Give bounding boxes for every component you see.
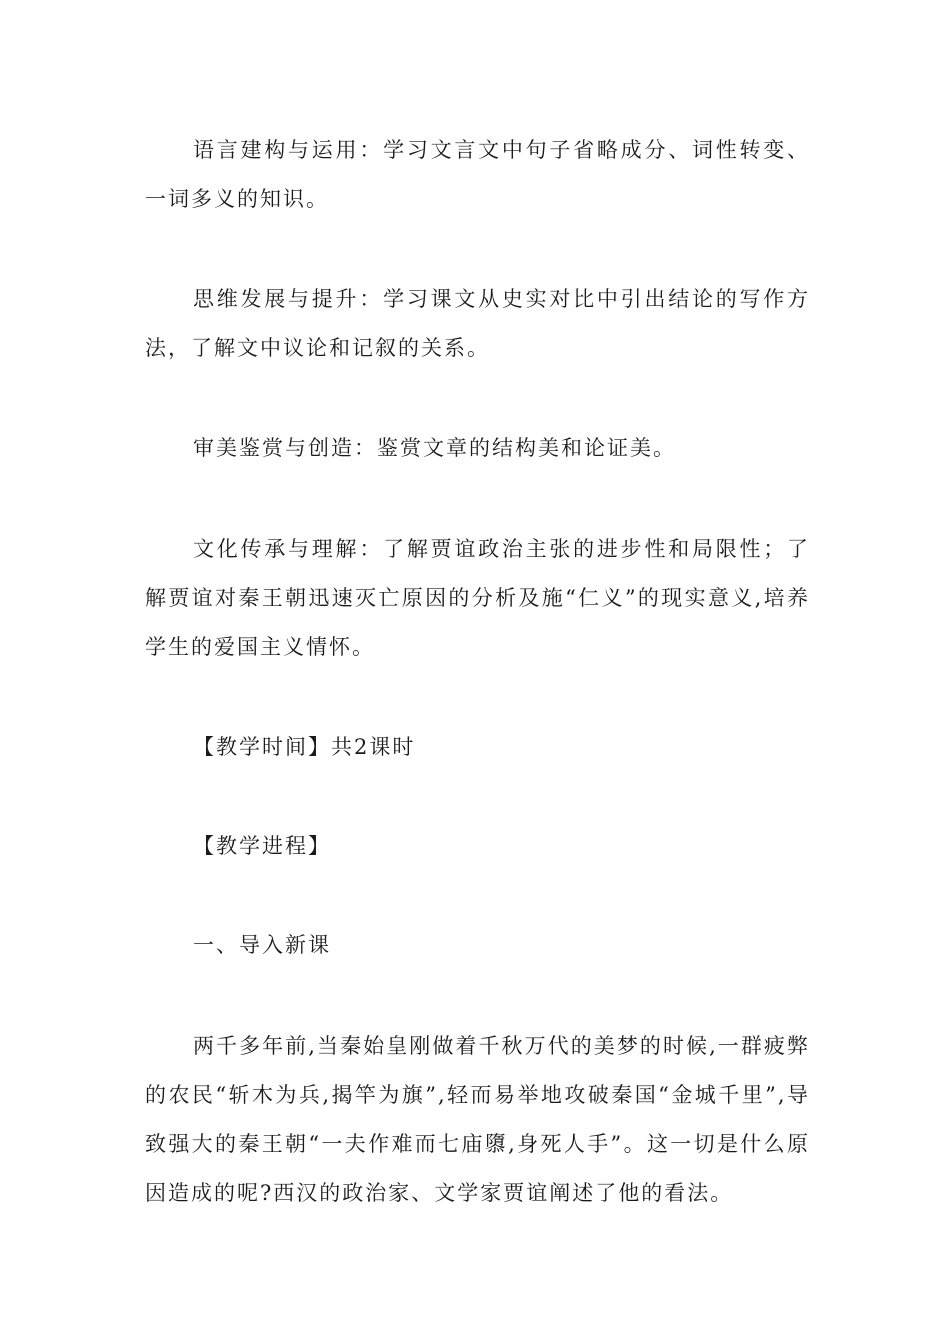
paragraph-cultural-heritage: 文化传承与理解：了解贾谊政治主张的进步性和局限性；了解贾谊对秦王朝迅速灭亡原因的分析及施“仁义”的现实意义,培养学生的爱国主义情怀。 — [145, 537, 810, 659]
paragraph-teaching-time: 【教学时间】共2课时 — [193, 735, 416, 759]
paragraph-aesthetic-appreciation: 审美鉴赏与创造：鉴赏文章的结构美和论证美。 — [193, 436, 676, 460]
paragraph-introduction-body: 两千多年前,当秦始皇刚做着千秋万代的美梦的时候,一群疲弊的农民“斩木为兵,揭竿为旗”,轻而易举地攻破秦国“金城千里”,导致强大的秦王朝“一夫作难而七庙隳,身死人手”。这一切是什么原因造成的呢?西汉的政治家、文学家贾谊阐述了他的看法。 — [145, 1034, 810, 1205]
paragraph-teaching-process: 【教学进程】 — [193, 834, 331, 858]
paragraph-thinking-development: 思维发展与提升：学习课文从史实对比中引出结论的写作方法，了解文中议论和记叙的关系。 — [145, 287, 810, 360]
paragraph-language-construction: 语言建构与运用：学习文言文中句子省略成分、词性转变、一词多义的知识。 — [145, 138, 810, 211]
section-heading-introduction: 一、导入新课 — [193, 933, 331, 957]
